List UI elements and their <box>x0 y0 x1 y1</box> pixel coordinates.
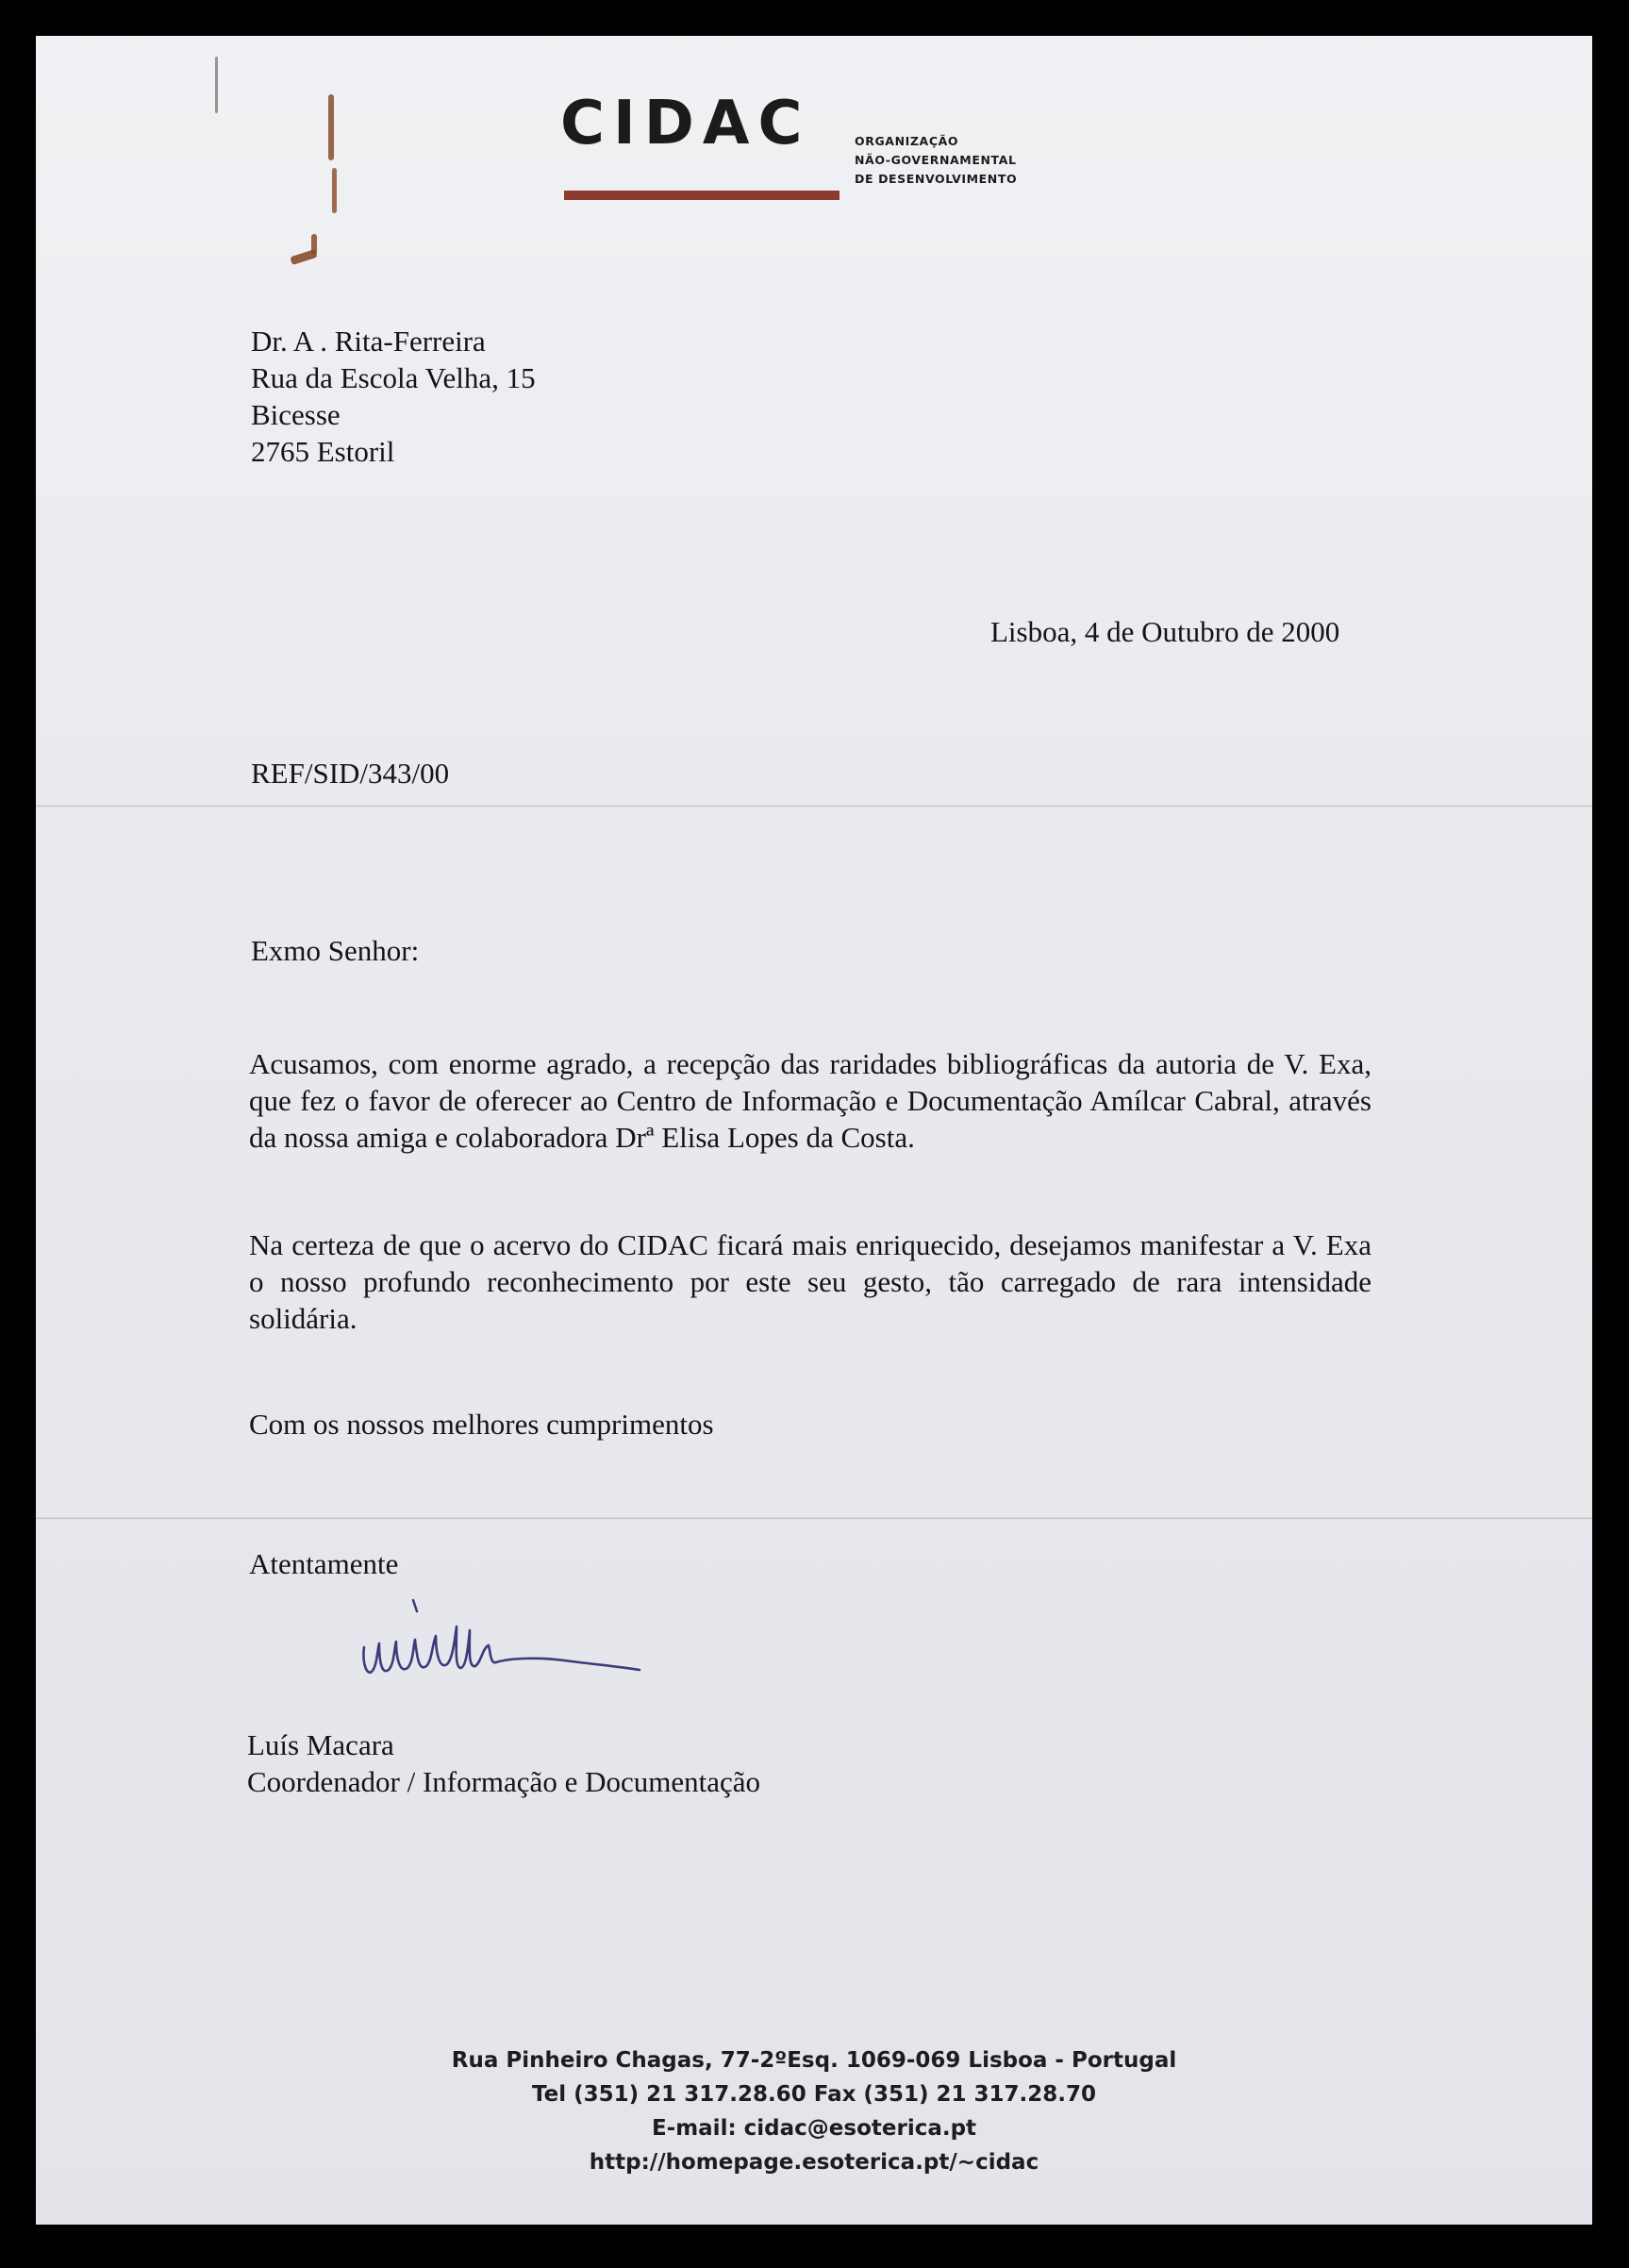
fold-crease-upper <box>36 805 1592 808</box>
reference-number: REF/SID/343/00 <box>251 757 450 790</box>
fold-crease-lower <box>36 1517 1592 1520</box>
logo-wordmark: CIDAC <box>560 89 811 158</box>
rust-stain <box>311 234 317 255</box>
scratch-mark <box>215 57 218 113</box>
tagline-line-1: ORGANIZAÇÃO <box>855 134 959 148</box>
logo-tagline <box>855 132 1017 189</box>
footer-website: http://homepage.esoterica.pt/~cidac <box>589 2150 1039 2175</box>
letterhead-footer <box>36 2043 1592 2179</box>
letter-date: Lisboa, 4 de Outubro de 2000 <box>990 615 1340 648</box>
valediction: Atentamente <box>249 1547 399 1580</box>
recipient-locality: Bicesse <box>251 398 341 431</box>
footer-address: Rua Pinheiro Chagas, 77-2ºEsq. 1069-069 Lisboa - Portugal <box>451 2048 1177 2073</box>
signer-title: Coordenador / Informação e Documentação <box>247 1765 760 1798</box>
letter-page <box>36 36 1592 2225</box>
footer-email: E-mail: cidac@esoterica.pt <box>651 2116 977 2141</box>
cidac-logo <box>560 91 1089 204</box>
recipient-street: Rua da Escola Velha, 15 <box>251 361 536 394</box>
closing-line: Com os nossos melhores cumprimentos <box>249 1408 714 1441</box>
tagline-line-2: NÃO-GOVERNAMENTAL <box>855 153 1017 167</box>
recipient-address <box>251 323 536 470</box>
logo-underline-bar <box>564 191 839 200</box>
signer-name: Luís Macara <box>247 1728 394 1761</box>
rust-stain <box>328 94 334 160</box>
tagline-line-3: DE DESENVOLVIMENTO <box>855 172 1018 186</box>
handwritten-signature <box>357 1591 706 1704</box>
body-paragraph-1: Acusamos, com enorme agrado, a recepção das raridades bibliográficas da autoria de V. Exa, que fez o favor de oferecer ao Centro de Informação e Documentação Amílcar Cabral, através da nossa amiga e colaboradora Drª Elisa Lopes da Costa. <box>249 1047 1371 1154</box>
body-paragraph-2: Na certeza de que o acervo do CIDAC ficará mais enriquecido, desejamos manifestar a V. Exa o nosso profundo reconhecimento por este seu gesto, tão carregado de rara intensidade solidária. <box>249 1228 1371 1335</box>
rust-stain <box>332 168 337 213</box>
footer-phone-fax: Tel (351) 21 317.28.60 Fax (351) 21 317.28.70 <box>532 2082 1096 2107</box>
salutation: Exmo Senhor: <box>251 934 420 967</box>
recipient-postal: 2765 Estoril <box>251 435 395 468</box>
recipient-name: Dr. A . Rita-Ferreira <box>251 325 486 358</box>
signer-block <box>247 1726 760 1800</box>
